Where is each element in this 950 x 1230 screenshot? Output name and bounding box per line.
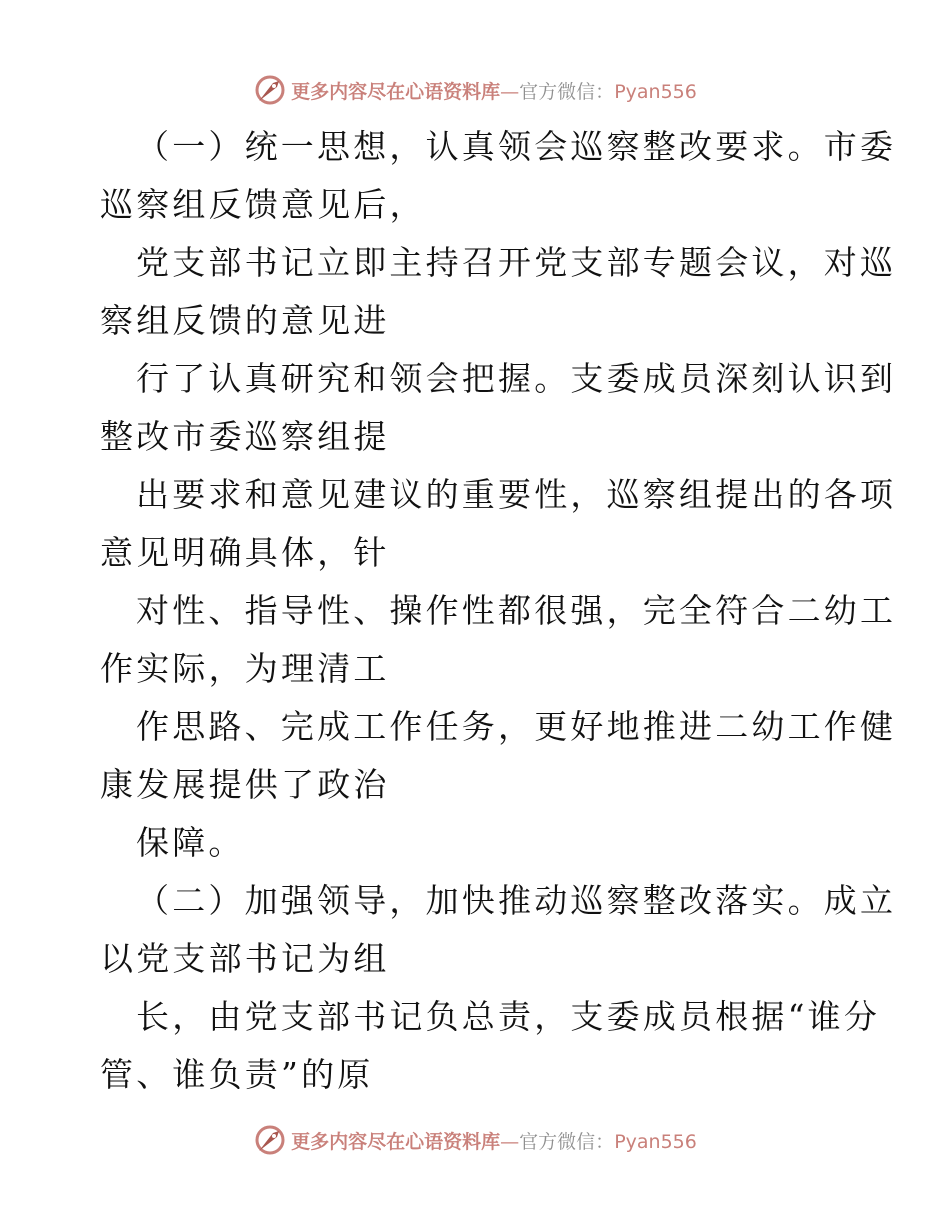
footer-watermark [0,1120,950,1160]
watermark-dash: — [500,80,520,103]
text-line: 对性、指导性、操作性都很强，完全符合二幼工 [136,591,897,630]
watermark-dash: — [500,1130,520,1153]
text-line: 巡察组反馈意见后， [100,185,426,224]
watermark-brand: 更多内容尽在心语资料库 [291,1130,501,1153]
text-line: 行了认真研究和领会把握。支委成员深刻认识到 [136,359,897,398]
watermark-text [291,1127,697,1154]
text-line: 察组反馈的意见进 [100,301,390,340]
watermark-brand: 更多内容尽在心语资料库 [291,80,501,103]
text-line: 意见明确具体，针 [100,533,390,572]
text-line: 党支部书记立即主持召开党支部专题会议，对巡 [136,243,897,282]
text-line: 以党支部书记为组 [100,939,390,978]
text-line: 长，由党支部书记负总责，支委成员根据“谁分 [136,997,881,1036]
text-line: 整改市委巡察组提 [100,417,390,456]
document-body [100,118,897,1104]
watermark-account: Pyan556 [614,1130,697,1153]
pen-nib-circle-icon [253,1123,287,1157]
header-watermark [0,70,950,110]
text-line: 出要求和意见建议的重要性，巡察组提出的各项 [136,475,897,514]
text-line: 康发展提供了政治 [100,765,390,804]
text-line: 管、谁负责”的原 [100,1055,374,1094]
watermark-account: Pyan556 [614,80,697,103]
pen-nib-circle-icon [253,73,287,107]
watermark-official-label: 官方微信： [519,1130,615,1153]
text-line: 作实际，为理清工 [100,649,390,688]
watermark-text [291,77,697,104]
text-line: 作思路、完成工作任务，更好地推进二幼工作健 [136,707,897,746]
text-line: （二）加强领导，加快推动巡察整改落实。成立 [136,881,897,920]
watermark-official-label: 官方微信： [519,80,615,103]
text-line: 保障。 [136,823,245,862]
text-line: （一）统一思想，认真领会巡察整改要求。市委 [136,127,897,166]
